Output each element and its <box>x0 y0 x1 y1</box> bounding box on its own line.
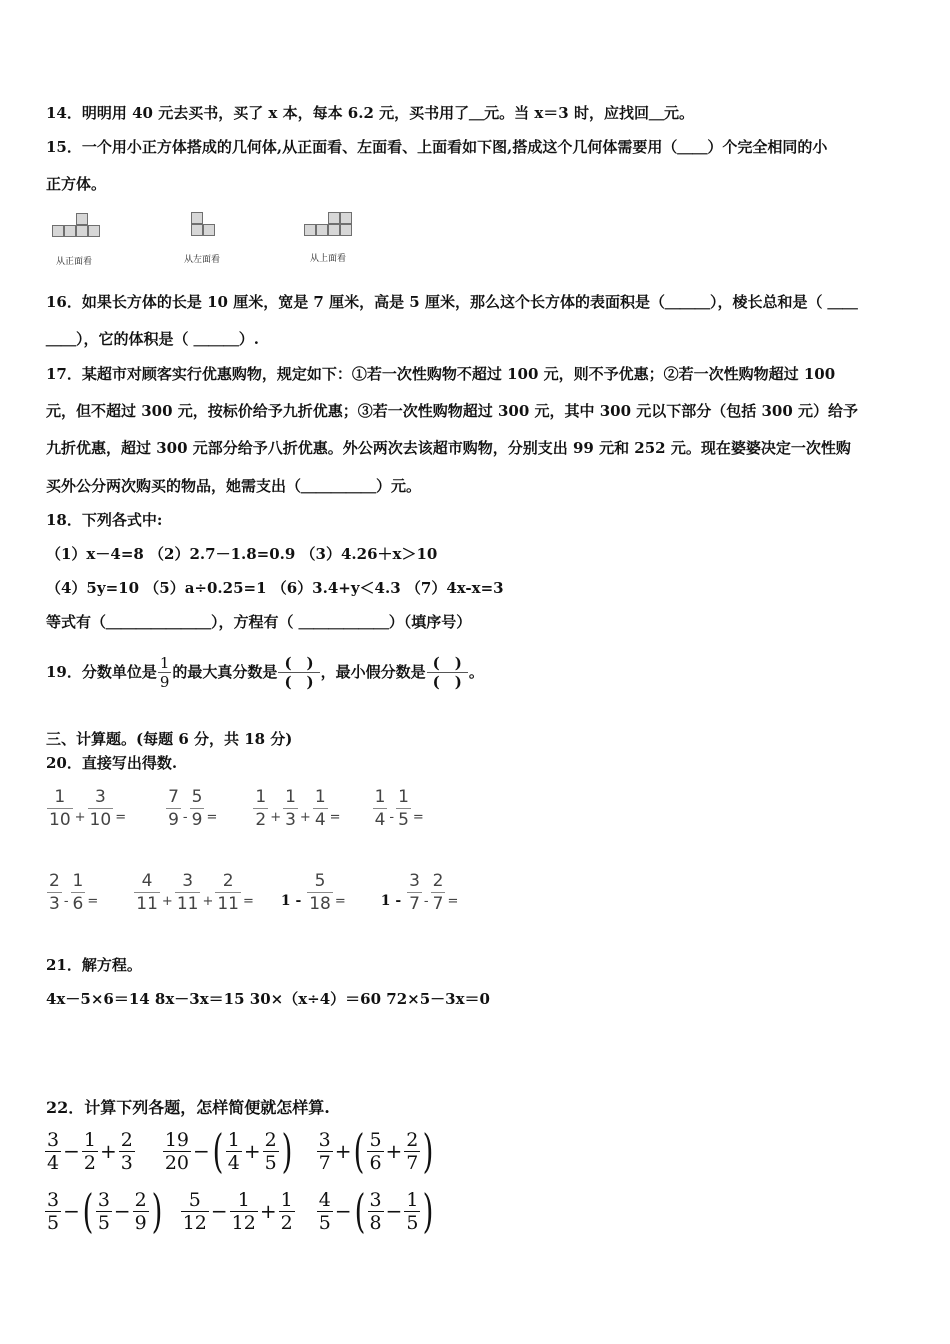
frac-2-9: $\frac{2}{9}$ <box>134 1188 147 1234</box>
question-21-equations: 4x－5×6＝14 8x－3x＝15 30×（x÷4）＝60 72×5－3x＝0 <box>46 990 490 1008</box>
question-17-line4: 买外公分两次购买的物品，她需支出（＿＿＿＿＿）元。 <box>46 477 422 495</box>
frac-3-8: 3 8 <box>369 1188 382 1234</box>
calc-item <box>46 870 99 915</box>
fraction: $\frac{1}{10}$ <box>49 787 71 830</box>
equals-sign: = <box>412 810 424 825</box>
calc-item <box>165 786 218 831</box>
frac-5-12: 5 12 <box>182 1188 207 1234</box>
frac-19-20: 19 20 <box>164 1128 189 1174</box>
equals-sign: = <box>87 894 99 909</box>
operator: - <box>182 810 188 825</box>
frac-2-7: $\frac{2}{7}$ <box>406 1128 419 1174</box>
fraction: $\frac{1}{2}$ <box>255 787 267 830</box>
frac-5-6: 5 6 <box>369 1128 382 1174</box>
operator: + <box>202 894 214 909</box>
q19-unit-fraction: 1 9 <box>159 653 170 691</box>
question-18-row3: 等式有（＿＿＿＿＿＿＿），方程有（ ＿＿＿＿＿＿）（填序号） <box>46 613 472 631</box>
equals-sign: = <box>115 810 127 825</box>
frac-3-5b: 3 5 <box>97 1188 110 1234</box>
question-15-line2: 正方体。 <box>46 175 107 193</box>
question-18-row2: （4）5y=10 （5）a÷0.25=1 （6）3.4+y＜4.3 （7）4x-x=3 <box>46 579 504 597</box>
fraction: $\frac{5}{18}$ <box>309 871 331 914</box>
frac-1-4: 1 4 <box>227 1128 240 1174</box>
fraction: $\frac{4}{11}$ <box>136 871 158 914</box>
question-17-line2: 元，但不超过 300 元，按标价给予九折优惠；③若一次性购物超过 300 元，其中 300 元以下部分（包括 300 元）给予 <box>46 402 859 420</box>
fraction: $\frac{3}{7}$ <box>409 871 420 914</box>
operator: + <box>74 810 86 825</box>
fraction: $\frac{1}{4}$ <box>374 787 386 830</box>
question-17-line3: 九折优惠，超过 300 元部分给予八折优惠。外公两次去该超市购物，分别支出 99 元和 252 元。现在婆婆决定一次性购 <box>46 439 851 457</box>
fraction: $\frac{1}{4}$ <box>314 787 326 830</box>
calc-item <box>252 786 341 831</box>
equals-sign: = <box>243 894 254 909</box>
fraction: $\frac{7}{9}$ <box>168 787 179 830</box>
simplify-row-1: 3 4 − $\frac{1}{2}$ + $\frac{2}{3}$ 19 20 − ( 1 4 + $\frac{2}{5}$ ) 3 7 + ( 5 6 + $\frac{2}{7}$ ) <box>47 1124 434 1178</box>
question-18-title: 18．下列各式中: <box>46 511 163 529</box>
frac-2-3: $\frac{2}{3}$ <box>120 1128 133 1174</box>
q19-mid1: 的最大真分数是 <box>172 663 278 681</box>
equals-sign: = <box>206 810 218 825</box>
calc-item <box>46 786 127 831</box>
fraction: $\frac{1}{3}$ <box>285 787 296 830</box>
question-20-title: 20．直接写出得数. <box>46 754 178 772</box>
fraction: $\frac{1}{6}$ <box>72 871 84 914</box>
frac-3-5: 3 5 <box>47 1188 60 1234</box>
fraction: $\frac{2}{11}$ <box>217 871 239 914</box>
calc-item <box>381 870 460 915</box>
calc-item <box>281 870 347 915</box>
whole-number: 1 - <box>280 893 307 909</box>
fraction: $\frac{2}{3}$ <box>49 871 60 914</box>
question-22-title: 22．计算下列各题，怎样简便就怎样算. <box>46 1098 330 1117</box>
equals-sign: = <box>329 810 341 825</box>
q19-blank-fraction-1[interactable]: ( ) ( ) <box>278 654 319 691</box>
equals-sign: = <box>447 894 459 909</box>
fraction: $\frac{2}{7}$ <box>432 871 444 914</box>
frac-4-5: 4 5 <box>318 1188 331 1234</box>
fraction: $\frac{5}{9}$ <box>191 787 203 830</box>
question-18-row1: （1）x－4=8 （2）2.7－1.8=0.9 （3）4.26＋x＞10 <box>46 545 438 563</box>
frac-1-12: $\frac{1}{12}$ <box>231 1188 256 1234</box>
frac-3-4: 3 4 <box>47 1128 60 1174</box>
fraction: $\frac{3}{10}$ <box>89 787 112 830</box>
frac-1-2: $\frac{1}{2}$ <box>83 1128 96 1174</box>
operator: + <box>299 810 311 825</box>
whole-number: 1 - <box>380 893 407 909</box>
mental-calc-row-2 <box>46 870 459 915</box>
q19-blank-fraction-2[interactable]: ( ) ( ) <box>427 654 468 691</box>
question-17-line1: 17．某超市对顾客实行优惠购物，规定如下：①若一次性购物不超过 100 元，则不予优惠；②若一次性购物超过 100 <box>46 365 836 383</box>
fraction: $\frac{1}{5}$ <box>398 787 409 830</box>
frac-1-2b: $\frac{1}{2}$ <box>280 1188 293 1234</box>
q19-end: 。 <box>468 663 484 681</box>
question-15-line1: 15．一个用小正方体搭成的几何体,从正面看、左面看、上面看如下图,搭成这个几何体需要用（＿＿）个完全相同的小 <box>46 138 828 156</box>
frac-2-5: $\frac{2}{5}$ <box>264 1128 277 1174</box>
question-19 <box>46 644 484 700</box>
left-view-caption: 从左面看 <box>184 255 221 265</box>
operator: - <box>389 810 395 825</box>
question-14: 14．明明用 40 元去买书，买了 x 本，每本 6.2 元，买书用了＿元。当 x＝3 时，应找回＿元。 <box>46 104 694 122</box>
operator: - <box>63 894 69 909</box>
q19-mid2: ，最小假分数是 <box>320 663 426 681</box>
front-view-caption: 从正面看 <box>56 257 93 267</box>
operator: + <box>270 810 282 825</box>
simplify-row-2: 3 5 − ( 3 5 − $\frac{2}{9}$ ) 5 12 − $\frac{1}{12}$ + $\frac{1}{2}$ 4 5 − ( 3 8 − $\frac{1}{5}$ ) <box>47 1184 434 1238</box>
operator: - <box>423 894 429 909</box>
frac-3-7: 3 7 <box>318 1128 331 1174</box>
q19-prefix: 19．分数单位是 <box>46 663 157 681</box>
top-view-caption: 从上面看 <box>310 254 347 264</box>
fraction: $\frac{3}{11}$ <box>176 871 199 914</box>
question-21-title: 21．解方程。 <box>46 956 142 974</box>
operator: + <box>161 894 173 909</box>
question-16-line2: ＿＿），它的体积是（ ＿＿＿）. <box>46 330 259 348</box>
frac-1-5: $\frac{1}{5}$ <box>406 1188 419 1234</box>
equals-sign: = <box>334 894 346 909</box>
mental-calc-row-1 <box>46 786 425 831</box>
section-3-title: 三、计算题。(每题 6 分，共 18 分) <box>46 730 293 748</box>
calc-item <box>133 870 255 915</box>
calc-item <box>372 786 425 831</box>
question-16-line1: 16．如果长方体的长是 10 厘米，宽是 7 厘米，高是 5 厘米，那么这个长方体的表面积是（＿＿＿），棱长总和是（ ＿＿ <box>46 293 858 311</box>
